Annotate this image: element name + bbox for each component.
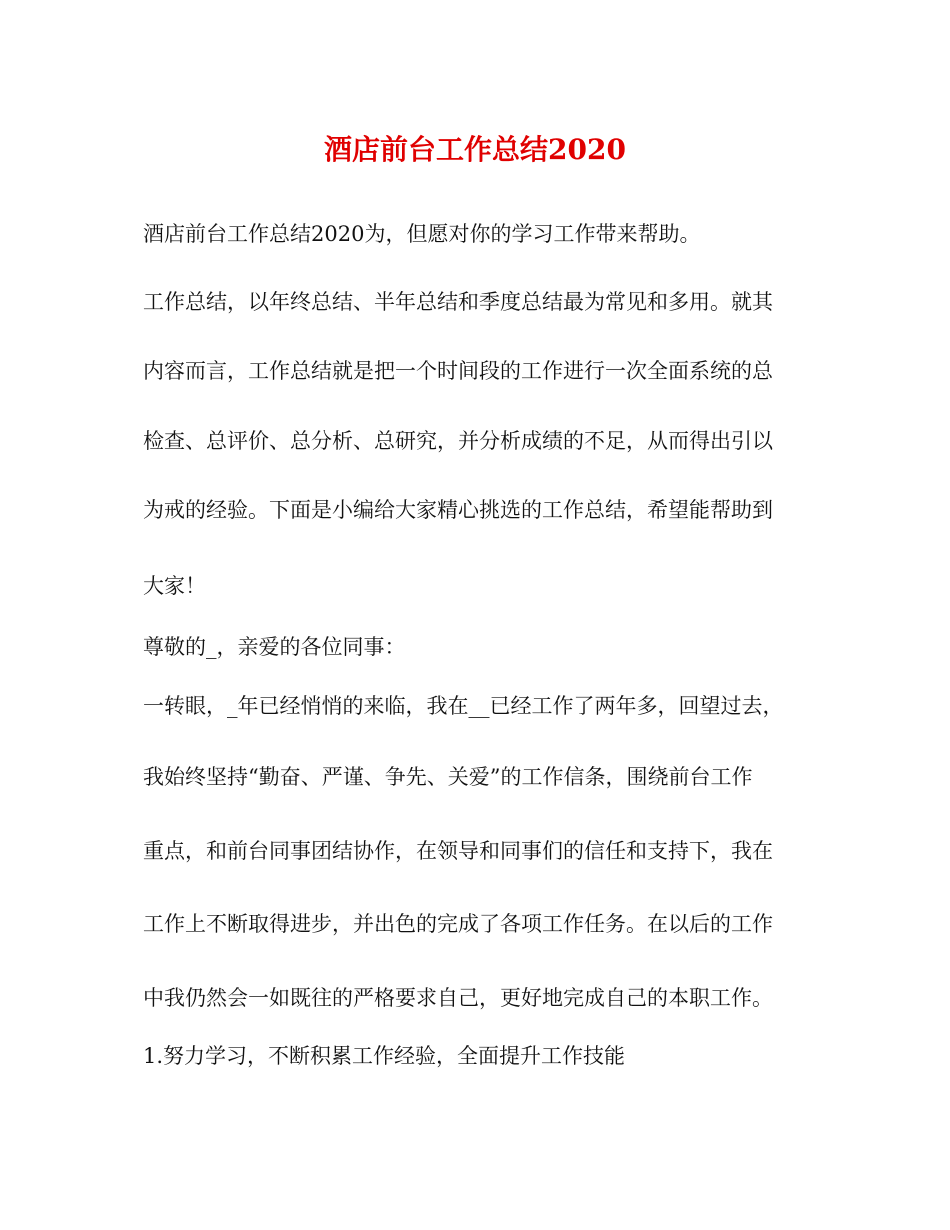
paragraph-line: 我始终坚持“勤奋、严谨、争先、关爱”的工作信条，围绕前台工作 <box>143 765 753 789</box>
paragraph-line: 内容而言，工作总结就是把一个时间段的工作进行一次全面系统的总 <box>143 359 773 383</box>
paragraph-line: 中我仍然会一如既往的严格要求自己，更好地完成自己的本职工作。 <box>143 986 773 1010</box>
intro-line: 酒店前台工作总结2020为，但愿对你的学习工作带来帮助。 <box>143 222 701 246</box>
paragraph-line: 检查、总评价、总分析、总研究，并分析成绩的不足，从而得出引以 <box>143 429 773 453</box>
paragraph-line: 为戒的经验。下面是小编给大家精心挑选的工作总结，希望能帮助到 <box>143 498 773 522</box>
paragraph-line: 重点，和前台同事团结协作，在领导和同事们的信任和支持下，我在 <box>143 839 773 863</box>
paragraph-line: 一转眼，_年已经悄悄的来临，我在__已经工作了两年多，回望过去， <box>143 694 784 718</box>
paragraph-line: 工作总结，以年终总结、半年总结和季度总结最为常见和多用。就其 <box>143 290 773 314</box>
document-title: 酒店前台工作总结2020 <box>324 133 626 166</box>
paragraph-line: 工作上不断取得进步，并出色的完成了各项工作任务。在以后的工作 <box>143 912 773 936</box>
paragraph-line: 大家！ <box>143 574 206 598</box>
salutation-line: 尊敬的_，亲爱的各位同事： <box>143 635 406 659</box>
section-heading: 1.努力学习，不断积累工作经验，全面提升工作技能 <box>143 1044 626 1068</box>
